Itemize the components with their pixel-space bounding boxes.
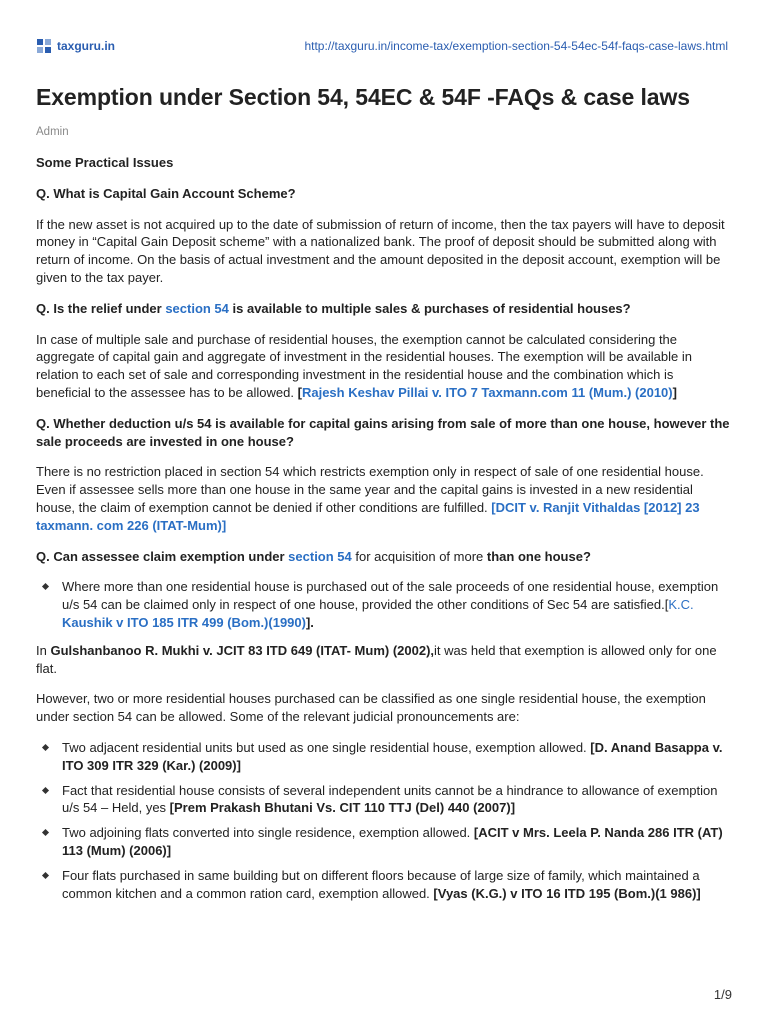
- list-item: Two adjoining flats converted into single residence, exemption allowed. [ACIT v Mrs. Leela P. Nanda 286 ITR (AT) 113 (Mum) (2006)]: [62, 824, 730, 860]
- site-brand[interactable]: [36, 38, 115, 54]
- question-4: Q. Can assessee claim exemption under section 54 for acquisition of more than one house?: [36, 548, 591, 564]
- article-body: [36, 154, 730, 912]
- list-item: Fact that residential house consists of several independent units cannot be a hindrance to allowance of exemption u/s 54 – Held, yes [Prem Prakash Bhutani Vs. CIT 110 TTJ (Del) 440 (2007)]: [62, 782, 730, 818]
- page-url-link[interactable]: http://taxguru.in/income-tax/exemption-section-54-54ec-54f-faqs-case-laws.html: [304, 39, 728, 53]
- question-3: Q. Whether deduction u/s 54 is available for capital gains arising from sale of more than one house, however the sale proceeds are invested in one house?: [36, 415, 730, 449]
- section-54-link[interactable]: section 54: [165, 300, 229, 316]
- list-item: Two adjacent residential units but used as one single residential house, exemption allowed. [D. Anand Basappa v. ITO 309 ITR 329 (Kar.) (2009)]: [62, 739, 730, 775]
- citation-link-kaushik[interactable]: Kaushik v ITO 185 ITR 499 (Bom.)(1990): [62, 614, 306, 630]
- citation-link-pillai[interactable]: Rajesh Keshav Pillai v. ITO 7 Taxmann.com 11 (Mum.) (2010): [301, 384, 673, 400]
- list-item: Four flats purchased in same building but on different floors because of large size of family, which maintained a common kitchen and a common ration card, exemption allowed. [Vyas (K.G.) v ITO 16 ITD 195 (Bom.)(1 986)]: [62, 867, 730, 903]
- section-54-link-2[interactable]: section 54: [288, 548, 352, 564]
- taxguru-logo-icon: [36, 38, 52, 54]
- list-item: Where more than one residential house is purchased out of the sale proceeds of one residential house, exemption u/s 54 can be claimed only in respect of one house, provided the other conditions of Sec 54 are satisfied.[K.C. Kaushik v ITO 185 ITR 499 (Bom.)(1990)].: [62, 578, 730, 631]
- answer-1: If the new asset is not acquired up to the date of submission of return of income, then the tax payers will have to deposit money in “Capital Gain Deposit scheme” with a nationalized bank. The proof of deposit should be submitted along with return of income. On the basis of actual investment and the amount deposited in the deposit account, exemption will be given to the tax payer.: [36, 216, 725, 285]
- question-2: Q. Is the relief under section 54 is available to multiple sales & purchases of residential houses?: [36, 300, 631, 316]
- citation-link-vithaldas[interactable]: [DCIT v. Ranjit Vithaldas [2012] 23 taxmann. com 226 (ITAT-Mum)]: [36, 499, 700, 533]
- article-author: Admin: [36, 126, 69, 138]
- article-title: Exemption under Section 54, 54EC & 54F -FAQs & case laws: [36, 84, 690, 110]
- site-name: taxguru.in: [57, 39, 116, 53]
- answer-2: In case of multiple sale and purchase of residential houses, the exemption cannot be calculated considering the aggregate of capital gain and aggregate of investment in the residential houses. The exemption will be available in relation to each set of sale and corresponding investment in the residential house and the combination which is beneficial to the assessee has to be allowed. [Rajesh Keshav Pillai v. ITO 7 Taxmann.com 11 (Mum.) (2010)]: [36, 331, 692, 400]
- answer-3: There is no restriction placed in section 54 which restricts exemption only in respect of sale of one residential house. Even if assessee sells more than one house in the same year and the capital gains is invested in a new residential house, the claim of exemption cannot be denied if other conditions are fulfilled. [DCIT v. Ranjit Vithaldas [2012] 23 taxmann. com 226 (ITAT-Mum)]: [36, 464, 704, 533]
- section-subhead: Some Practical Issues: [36, 155, 174, 170]
- paragraph-gulshanbanoo: In Gulshanbanoo R. Mukhi v. JCIT 83 ITD 649 (ITAT- Mum) (2002),it was held that exemption is allowed only for one flat.: [36, 642, 717, 676]
- page-header: [36, 36, 728, 56]
- page-number: 1/9: [713, 987, 732, 1002]
- paragraph-multiple-houses: However, two or more residential houses purchased can be classified as one single residential house, the exemption under section 54 can be allowed. Some of the relevant judicial pronouncements are:: [36, 691, 706, 725]
- citation-link-kc[interactable]: K.C.: [668, 597, 694, 613]
- answer-4-list: [36, 578, 730, 631]
- question-1: Q. What is Capital Gain Account Scheme?: [36, 185, 296, 201]
- judicial-pronouncements-list: [36, 739, 730, 902]
